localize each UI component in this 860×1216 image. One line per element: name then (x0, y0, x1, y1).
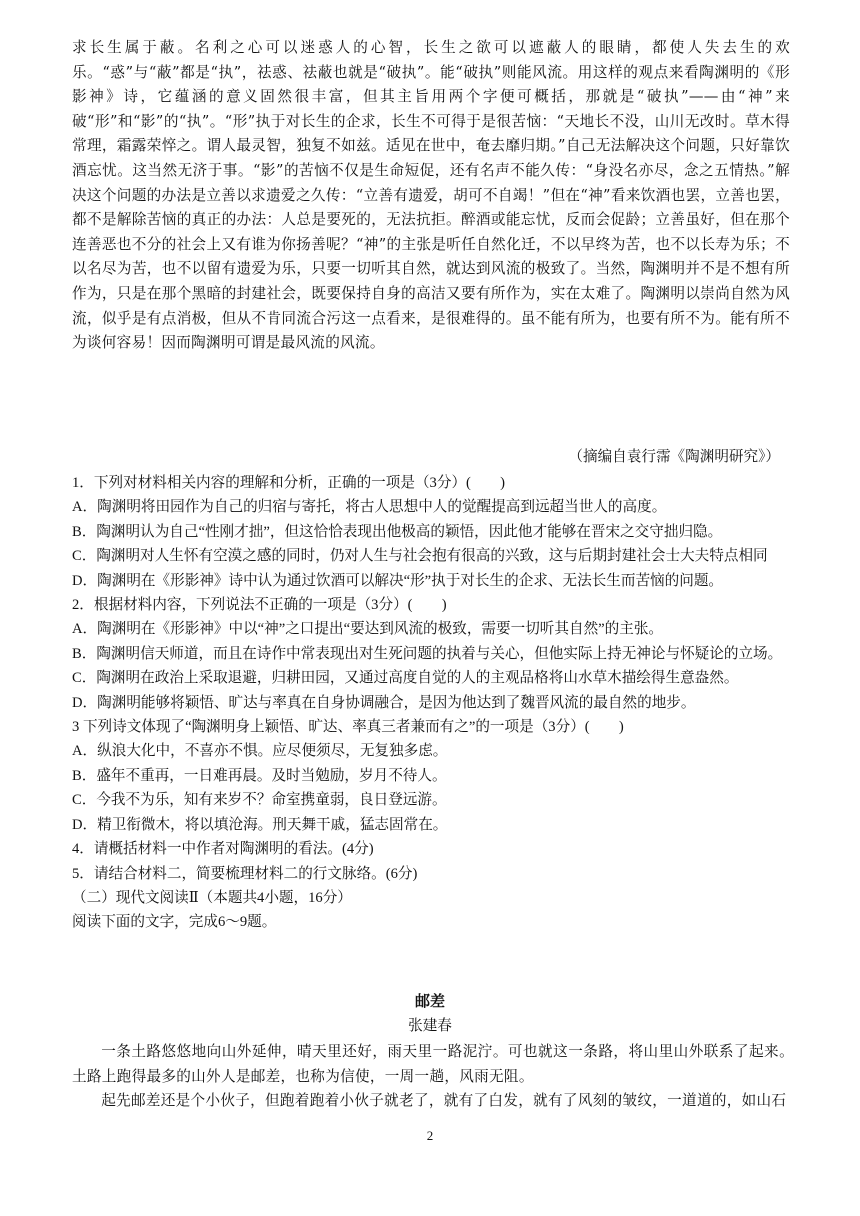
story-paragraph: 一条土路悠悠地向山外延伸，晴天里还好，雨天里一路泥泞。可也就这一条路，将山里山外联系了起来。土路上跑得最多的山外人是邮差，也称为信使，一周一趟，风雨无阻。 (72, 1043, 794, 1085)
question-5: 5．请结合材料二，简要梳理材料二的行文脉络。(6分) (72, 865, 418, 882)
page-number: 2 (426, 1128, 434, 1143)
question-2-option-a: A．陶渊明在《形影神》中以“神”之口提出“要达到风流的极致，需要一切听其自然”的主张。 (72, 621, 664, 638)
reading-instruction: 阅读下面的文字，完成6～9题。 (72, 914, 277, 931)
story-title: 邮差 (414, 992, 445, 1010)
story-body (72, 1040, 794, 1114)
section-heading: （二）现代文阅读Ⅱ（本题共4小题，16分） (72, 889, 352, 906)
question-1-option-c: C．陶渊明对人生怀有空漠之感的同时，仍对人生与社会抱有很高的兴致，这与后期封建社会士大夫特点相同 (72, 548, 768, 565)
question-2-option-d: D．陶渊明能够将颖悟、旷达与率真在自身协调融合，是因为他达到了魏晋风流的最自然的地步。 (72, 694, 696, 711)
question-1-option-a: A．陶渊明将田园作为自己的归宿与寄托，将古人思想中人的觉醒提高到远超当世人的高度。 (72, 499, 667, 516)
story-paragraph: 起先邮差还是个小伙子，但跑着跑着小伙子就老了，就有了白发，就有了风刻的皱纹，一道道的，如山石 (101, 1092, 787, 1110)
question-3: 3 下列诗文体现了“陶渊明身上颖悟、旷达、率真三者兼而有之”的一项是（3分）( ) (72, 719, 624, 736)
question-4: 4．请概括材料一中作者对陶渊明的看法。(4分) (72, 841, 374, 858)
question-2-option-b: B．陶渊明信天师道，而且在诗作中常表现出对生死问题的执着与关心，但他实际上持无神论与怀疑论的立场。 (72, 645, 783, 662)
question-3-option-d: D．精卫衔微木，将以填沧海。刑天舞干戚，猛志固常在。 (72, 816, 448, 833)
question-1: 1．下列对材料相关内容的理解和分析，正确的一项是（3分）( ) (72, 475, 505, 491)
essay-paragraph: 求长生属于蔽。名利之心可以迷惑人的心智，长生之欲可以遮蔽人的眼睛，都使人失去生的欢乐。“惑”与“蔽”都是“执”，祛惑、祛蔽也就是“破执”。能“破执”则能风流。用这样的观点来看陶渊明的《形影神》诗，它蕴涵的意义固然很丰富，但其主旨用两个字便可概括，那就是“破执”——由“神”来破“形”和“影”的“执”。“形”执于对长生的企求，长生不可得于是很苦恼：“天地长不没，山川无改时。草木得常理，霜露荣悴之。谓人最灵智，独复不如兹。适见在世中，奄去靡归期。”自己无法解决这个问题，只好靠饮酒忘忧。这当然无济于事。“影”的苦恼不仅是生命短促，还有名声不能久传：“身没名亦尽，念之五情热。”解决这个问题的办法是立善以求遗爱之久传：“立善有遗爱，胡可不自竭！”但在“神”看来饮酒也罢，立善也罢，都不是解除苦恼的真正的办法：人总是要死的，无法抗拒。醉酒或能忘忧，反而会促龄；立善虽好，但在那个连善恶也不分的社会上又有谁为你扬善呢？“神”的主张是听任自然化迁，不以早终为苦，也不以长寿为乐；不以名尽为苦，也不以留有遗爱为乐，只要一切听其自然，就达到风流的极致了。当然，陶渊明并不是不想有所作为，只是在那个黑暗的封建社会，既要保持自身的高洁又要有所作为，实在太难了。陶渊明以崇尚自然为风流，似乎是有点消极，但从不肯同流合污这一点看来，是很难得的。虽不能有所为，也要有所不为。能有所不为谈何容易！因而陶渊明可谓是最风流的风流。 (72, 39, 790, 352)
question-1-option-b: B．陶渊明认为自己“性刚才拙”，但这恰恰表现出他极高的颖悟，因此他才能够在晋宋之交守拙归隐。 (72, 523, 723, 540)
question-3-option-a: A．纵浪大化中，不喜亦不惧。应尽便须尽，无复独多虑。 (72, 743, 448, 760)
question-2-option-c: C．陶渊明在政治上采取退避，归耕田园，又通过高度自觉的人的主观品格将山水草木描绘得生意盎然。 (72, 670, 739, 687)
story-author: 张建春 (408, 1017, 452, 1034)
question-3-option-c: C．今我不为乐，知有来岁不？命室携童弱，良日登远游。 (72, 792, 447, 809)
question-1-option-d: D．陶渊明在《形影神》诗中认为通过饮酒可以解决“形”执于对长生的企求、无法长生而苦恼的问题。 (72, 572, 724, 589)
question-3-option-b: B．盛年不重再，一日难再晨。及时当勉励，岁月不待人。 (72, 767, 447, 784)
essay-passage (72, 36, 790, 356)
question-block (72, 471, 802, 935)
passage-source-citation: （摘编自袁行霈《陶渊明研究》） (568, 448, 780, 465)
question-2: 2．根据材料内容，下列说法不正确的一项是（3分）( ) (72, 597, 447, 614)
